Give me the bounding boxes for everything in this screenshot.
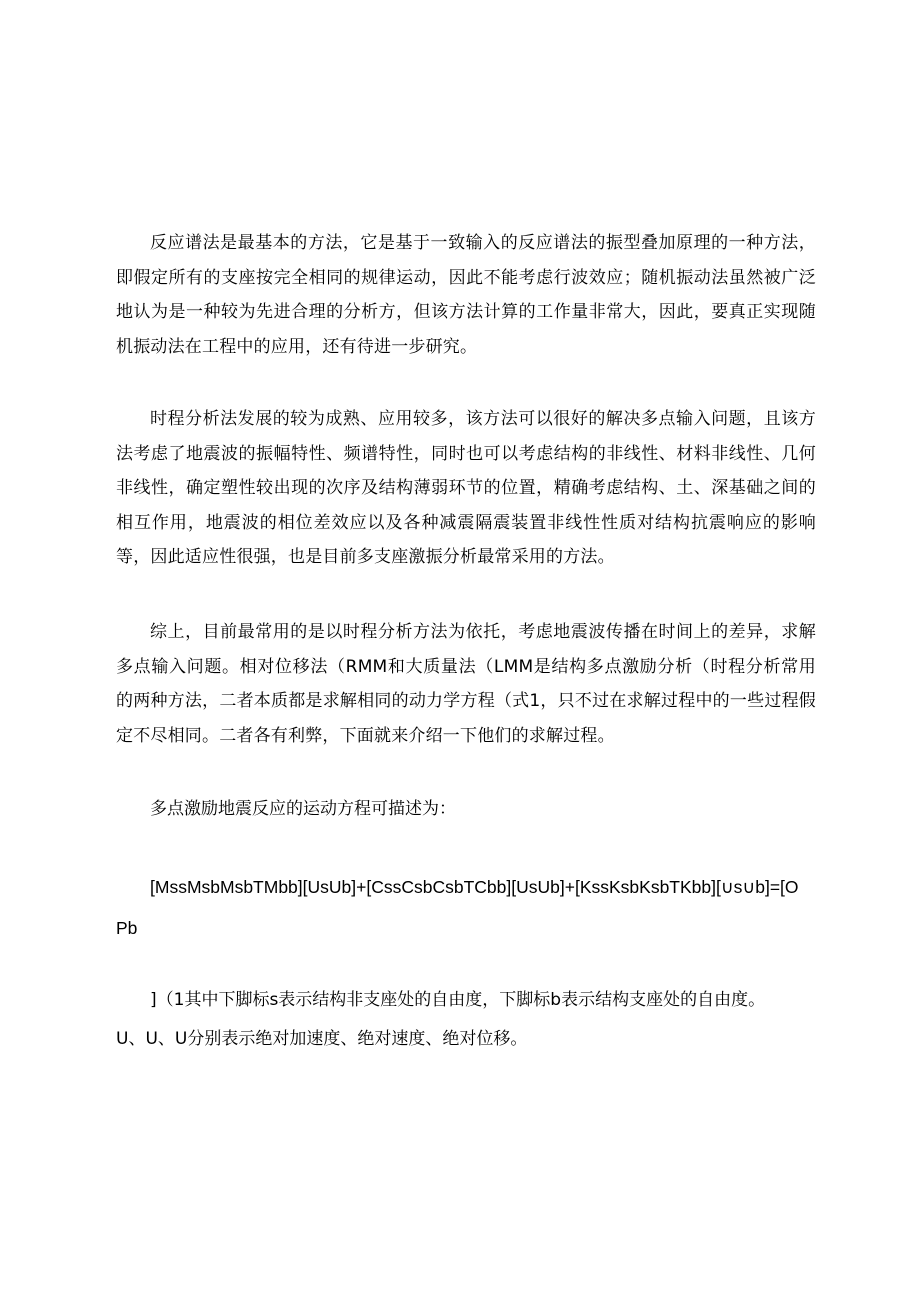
paragraph-summary: 综上，目前最常用的是以时程分析方法为依托，考虑地震波传播在时间上的差异，求解多点输入问题。相对位移法（RMM和大质量法（LMM是结构多点激励分析（时程分析常用的两种方法，二者本质都是求解相同的动力学方程（式1，只不过在求解过程中的一些过程假定不尽相同。二者各有利弊，下面就来介绍一下他们的求解过程。 bbox=[116, 622, 816, 746]
equation-line-1: [MssMsbMsbTMbb][UsUb]+[CssCsbCsbTCbb][UsUb]+[KssKsbKsbTKbb][∪s∪b]=[O bbox=[150, 877, 799, 897]
equation-line-2: Pb bbox=[116, 918, 138, 938]
equation-intro: 多点激励地震反应的运动方程可描述为： bbox=[150, 799, 456, 819]
subscript-note: ]（1其中下脚标s表示结构非支座处的自由度，下脚标b表示结构支座处的自由度。 bbox=[150, 990, 766, 1010]
paragraph-response-spectrum: 反应谱法是最基本的方法，它是基于一致输入的反应谱法的振型叠加原理的一种方法，即假定所有的支座按完全相同的规律运动，因此不能考虑行波效应；随机振动法虽然被广泛地认为是一种较为先进合理的分析方，但该方法计算的工作量非常大，因此，要真正实现随机振动法在工程中的应用，还有待进一步研究。 bbox=[116, 233, 816, 357]
paragraph-time-history: 时程分析法发展的较为成熟、应用较多，该方法可以很好的解决多点输入问题，且该方法考虑了地震波的振幅特性、频谱特性，同时也可以考虑结构的非线性、材料非线性、几何非线性，确定塑性较出现的次序及结构薄弱环节的位置，精确考虑结构、土、深基础之间的相互作用，地震波的相位差效应以及各种减震隔震装置非线性性质对结构抗震响应的影响等，因此适应性很强，也是目前多支座激振分析最常采用的方法。 bbox=[116, 409, 816, 567]
variables-note: U、U、U分别表示绝对加速度、绝对速度、绝对位移。 bbox=[116, 1029, 528, 1049]
